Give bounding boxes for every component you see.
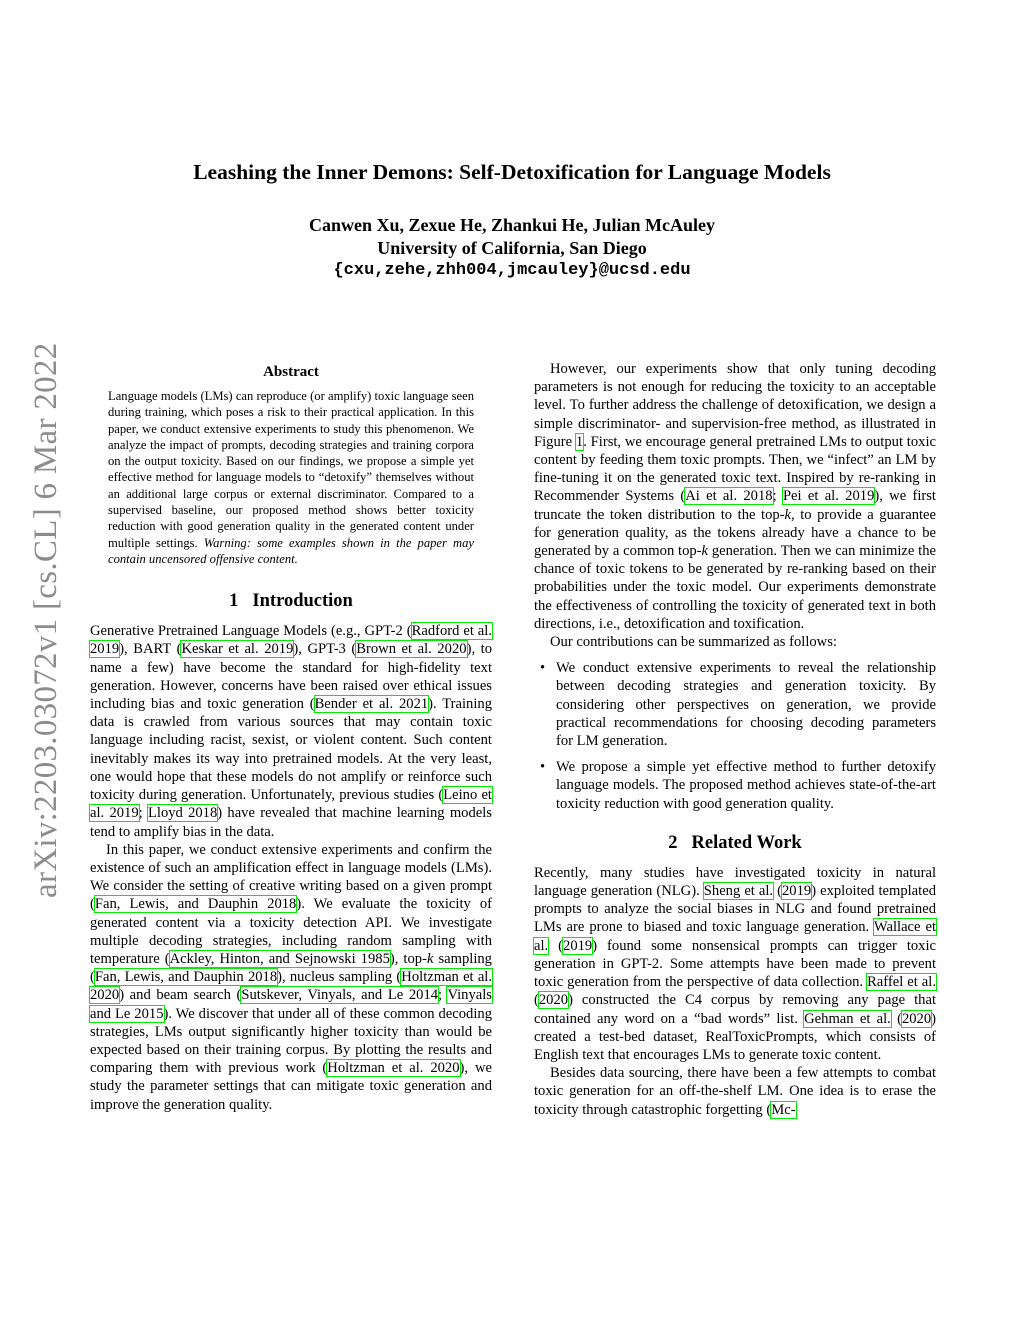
text-run: Besides data sourcing, there have been a few attempts to combat toxic generation for an off-the-shelf LM. One idea is to erase the toxicity through catastrophic forgetting (	[534, 1065, 936, 1118]
list-item	[534, 758, 936, 813]
text-run: Recently, many studies have investigated toxicity in natural language generation (NLG).	[534, 864, 936, 900]
citation-link[interactable]: Sutskever, Vinyals, and Le 2014	[241, 987, 439, 1004]
text-run: ;	[772, 488, 783, 505]
text-run: Generative Pretrained Language Models (e.g., GPT-2 (	[90, 623, 412, 640]
text-run: (	[890, 1010, 902, 1027]
text-run: ) have revealed that machine learning models tend to amplify bias in the data.	[90, 805, 492, 840]
citation-link[interactable]: Wallace et al.	[534, 919, 936, 954]
citation-link[interactable]: Pei et al. 2019	[782, 488, 875, 505]
text-run: ;	[438, 987, 448, 1004]
text-run: (	[773, 883, 782, 900]
intro-paragraph-1	[90, 622, 492, 840]
text-run: ), to name a few) have become the standard for high-fidelity text generation. However, concerns have been raised over ethical issues including bias and toxic generation (	[90, 641, 492, 713]
text-run: ), BART (	[119, 641, 182, 658]
citation-link[interactable]: Holtzman et al. 2020	[327, 1060, 460, 1077]
math-k: k	[701, 543, 709, 560]
text-run: ), we first truncate the token distribution to the top-	[534, 488, 936, 523]
citation-link[interactable]: Sheng et al.	[703, 883, 774, 900]
section-title: Introduction	[252, 591, 353, 612]
section-number: 2	[668, 832, 678, 853]
author-emails: {cxu,zehe,zhh004,jmcauley}@ucsd.edu	[333, 261, 691, 280]
text-run: ) found some nonsensical prompts can trigger toxic generation in GPT-2. Some attempts have been made to prevent toxic generation from the perspective of data collection.	[534, 937, 936, 991]
citation-link[interactable]: Leino et al. 2019	[90, 787, 492, 822]
text-run: (	[534, 992, 539, 1009]
text-run: . First, we encourage general pretrained LMs to output toxic content by feeding them toxic prompts. Then, we “infect” an LM by fine-tuning it on the generated toxic text. Inspired by re-ranking in Recommender Systems (	[534, 433, 936, 505]
list-item-text: We conduct extensive experiments to reveal the relationship between decoding strategies and generation toxicity. By considering other perspectives on generation, we provide practical recommendations for choosing decoding parameters for LM generation.	[556, 660, 936, 750]
citation-link[interactable]: Mc-	[771, 1101, 796, 1118]
text-run: ). We evaluate the toxicity of generated content via a toxicity detection API. We investigate multiple decoding strategies, including random sampling with temperature (	[90, 896, 492, 967]
right-paragraph-1	[534, 360, 936, 633]
citation-link[interactable]: 2020	[538, 992, 569, 1009]
citation-link[interactable]: Radford et al. 2019	[90, 623, 492, 658]
text-run: ), nucleus sampling (	[277, 969, 402, 986]
arxiv-identifier: arXiv:2203.03072v1 [cs.CL] 6 Mar 2022	[28, 342, 64, 898]
citation-link[interactable]: Lloyd 2018	[147, 805, 218, 822]
text-run: sampling (	[90, 950, 492, 986]
citation-link[interactable]: Ai et al. 2018	[685, 488, 773, 505]
figure-link[interactable]: 1	[575, 433, 584, 450]
text-run: ) and beam search (	[119, 987, 242, 1004]
text-run: generation. Then we can minimize the chance of toxic tokens to be generated by re-ranking based on their probabilities under the toxic model. Our experiments demonstrate the effectiveness of controlling the toxicity of generated text in both directions, i.e., detoxification and toxification.	[534, 543, 936, 632]
contributions-intro: Our contributions can be summarized as follows:	[550, 634, 837, 651]
citation-link[interactable]: Holtzman et al. 2020	[90, 969, 493, 1004]
citation-link[interactable]: Brown et al. 2020	[356, 641, 467, 658]
citation-link[interactable]: Gehman et al.	[804, 1010, 891, 1027]
list-item-text: We propose a simple yet effective method to further detoxify language models. The proposed method achieves state-of-the-art toxicity reduction with good generation quality.	[556, 759, 936, 812]
math-k: k	[426, 950, 434, 967]
text-run: ), GPT-3 (	[293, 641, 357, 658]
text-run: ). Training data is crawled from various sources that may contain toxic language including racist, sexist, or violent content. Such content inevitably makes its way into pretrained models. At the very least, one would hope that these models do not amplify or reinforce such toxicity during generation. Unfortunately, previous studies (	[90, 696, 493, 804]
text-run: ), we study the parameter settings that can mitigate toxic generation and improve the generation quality.	[90, 1060, 492, 1113]
intro-paragraph-2	[90, 841, 492, 1114]
bullet: •	[540, 759, 546, 776]
text-run: ) created a test-bed dataset, RealToxicPrompts, which consists of English text that encourages LMs to generate toxic content.	[534, 1010, 936, 1063]
text-run: , to provide a guarantee for generation quality, as the tokens already have a chance to be generated by a common top-	[534, 506, 937, 560]
text-run: ;	[138, 805, 148, 822]
citation-link[interactable]: Bender et al. 2021	[314, 696, 429, 713]
abstract-warning: Warning: some examples shown in the paper may contain uncensored offensive content.	[108, 535, 474, 566]
section-number: 1	[229, 591, 239, 612]
text-run: In this paper, we conduct extensive experiments and confirm the existence of such an amplification effect in language models (LMs). We consider the setting of creative writing based on a given prompt (	[90, 841, 492, 913]
abstract-heading: Abstract	[263, 364, 319, 380]
section-heading-introduction	[90, 591, 492, 612]
contributions-list	[534, 659, 936, 813]
related-paragraph-1	[534, 864, 936, 1064]
citation-link[interactable]: 2019	[563, 937, 593, 954]
citation-link[interactable]: Ackley, Hinton, and Sejnowski 1985	[169, 950, 390, 967]
right-column	[534, 360, 936, 1119]
text-run: ), top-	[389, 950, 427, 967]
authors: Canwen Xu, Zexue He, Zhankui He, Julian McAuley	[308, 215, 716, 235]
affiliation: University of California, San Diego	[377, 238, 647, 258]
section-title: Related Work	[691, 832, 802, 853]
citation-link[interactable]: Fan, Lewis, and Dauphin 2018	[94, 896, 297, 913]
citation-link[interactable]: Fan, Lewis, and Dauphin 2018	[94, 969, 278, 986]
left-column	[90, 360, 492, 1114]
section-heading-related-work	[534, 833, 936, 854]
citation-link[interactable]: Raffel et al.	[867, 974, 936, 991]
citation-link[interactable]: Vinyals and Le 2015	[90, 987, 492, 1022]
citation-link[interactable]: 2019	[782, 883, 812, 900]
list-item	[534, 659, 936, 750]
author-block	[0, 214, 1024, 260]
math-k: k	[784, 506, 792, 523]
abstract-body: Language models (LMs) can reproduce (or amplify) toxic language seen during training, which poses a risk to their practical application. In this paper, we conduct extensive experiments to study this phenomenon. We analyze the impact of prompts, decoding strategies and training corpora on the output toxicity. Based on our findings, we propose a simple yet effective method for language models to “detoxify” themselves without an additional large corpus or external discriminator. Compared to a supervised baseline, our proposed method shows better toxicity reduction with good generation quality in the generated content under multiple settings.	[108, 389, 474, 550]
text-run: ). We discover that under all of these common decoding strategies, LMs output significantly higher toxicity than would be expected based on their training corpus. By plotting the results and comparing them with previous work (	[90, 1005, 492, 1077]
paper-title: Leashing the Inner Demons: Self-Detoxification for Language Models	[193, 160, 831, 184]
text-run: ) constructed the C4 corpus by removing any page that contained any word on a “bad words” list.	[534, 992, 936, 1027]
citation-link[interactable]: 2020	[901, 1010, 932, 1027]
text-run: However, our experiments show that only tuning decoding parameters is not enough for reducing the toxicity to an acceptable level. To further address the challenge of detoxification, we design a simple discriminator- and supervision-free method, as illustrated in Figure	[534, 361, 936, 450]
bullet: •	[540, 660, 546, 677]
related-paragraph-2	[534, 1064, 936, 1119]
text-run: (	[548, 937, 564, 954]
citation-link[interactable]: Keskar et al. 2019	[181, 641, 294, 658]
abstract-text	[108, 388, 474, 567]
text-run: ) exploited templated prompts to analyze the social biases in NLG and found pretrained LMs are prone to biased and toxic language generation.	[534, 883, 936, 936]
